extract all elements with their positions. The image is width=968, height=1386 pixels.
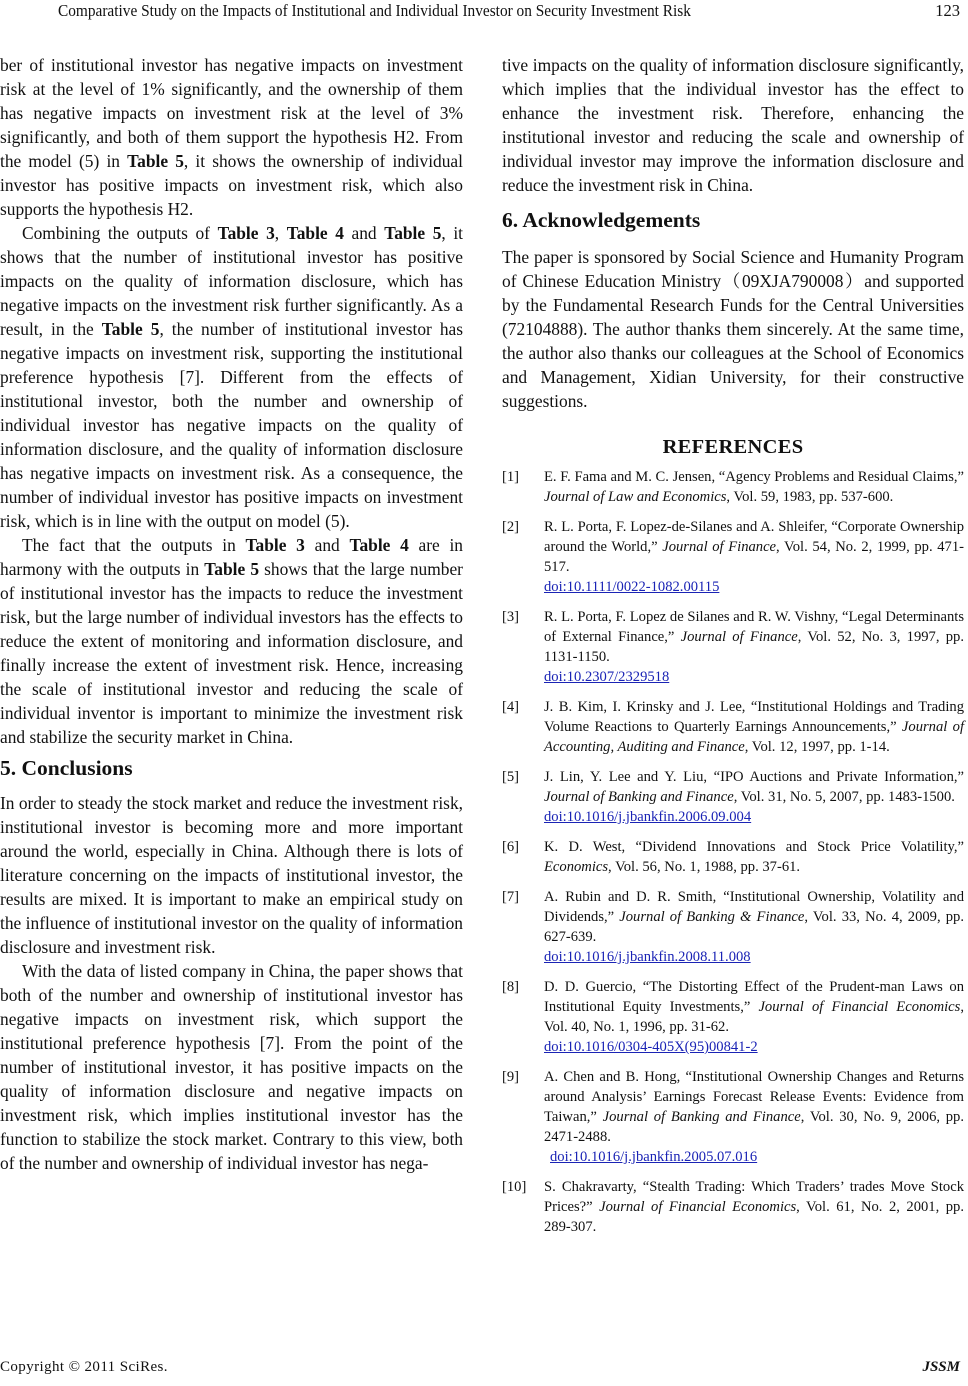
reference-journal: Journal of Finance [662,539,777,555]
reference-item [502,697,964,757]
table-reference: Table 5 [384,223,442,243]
reference-details: , Vol. 59, 1983, pp. 537-600. [726,489,894,505]
reference-journal: Journal of Banking & Finance [619,909,805,925]
paragraph: The paper is sponsored by Social Science and Humanity Program of Chinese Education Ministry（09XJA790008）and supported by the Fundamental Research Funds for the Central Universities (72104888). The author thanks them sincerely. At the same time, the author also thanks our colleagues at the School of Economics and Management, Xidian University, for their constructive suggestions. [502,247,964,411]
reference-details: , Vol. 33, No. 4, 2009, pp. 627-639. [544,909,964,945]
reference-journal: Journal of Law and Economics [544,489,727,505]
reference-details: , Vol. 61, No. 2, 2001, pp. 289-307. [544,1199,964,1235]
doi-link[interactable]: doi:10.1016/j.jbankfin.2008.11.008 [544,949,751,965]
paragraph: In order to steady the stock market and reduce the investment risk, institutional investor is becoming more and more important around the world, especially in China. Although there is lots of literature concerning on the impacts of institutional investor, the results are mixed. It is important to make an empirical study on the influence of institutional investor on the quality of information disclosure and investment risk. [0,793,463,957]
text: , [274,223,287,243]
running-header [0,0,968,26]
copyright-notice: Copyright © 2011 SciRes. [0,1359,168,1375]
reference-journal: Journal of Banking and Finance [544,789,734,805]
reference-details: , Vol. 40, No. 1, 1996, pp. 31-62. [544,999,964,1035]
reference-item [502,767,964,827]
reference-authors-title: S. Chakravarty, “Stealth Trading: Which Traders’ trades Move Stock Prices?” [544,1179,964,1215]
table-reference: Table 5 [204,559,260,579]
reference-journal: Journal of Finance [680,629,798,645]
paragraph [0,533,463,749]
section-heading-acknowledgements: 6. Acknowledgements [502,208,701,232]
reference-details: , Vol. 52, No. 3, 1997, pp. 1131-1150. [544,629,964,665]
text: , the number of institutional investor has negative impacts on investment risk, supporting the institutional preference hypothesis [7]. Different from the effects of institutional investor, both the number and ownership of individual investor has negative impacts on the quality of information disclosure, and the quality of information disclosure has negative impacts on investment risk. As a consequence, the number of individual investor has positive impacts on investment risk, which is in line with the output on model (5). [0,319,463,531]
reference-authors-title: E. F. Fama and M. C. Jensen, “Agency Problems and Residual Claims,” [544,469,964,485]
reference-journal: Economics [544,859,609,875]
reference-authors-title: R. L. Porta, F. Lopez-de-Silanes and A. Shleifer, “Corporate Ownership around the World,” [544,519,964,555]
journal-abbreviation: JSSM [922,1359,960,1375]
doi-link[interactable]: doi:10.1016/j.jbankfin.2005.07.016 [550,1149,758,1165]
text: are in harmony with the outputs in [0,535,464,579]
text: and [343,223,385,243]
text: , it shows that the number of institutional investor has positive impacts on the quality of information disclosure, which has negative impacts on the investment risk further significantly. As a result, in the [0,223,463,339]
reference-authors-title: K. D. West, “Dividend Innovations and Stock Price Volatility,” [544,839,964,855]
section-heading-conclusions: 5. Conclusions [0,756,133,780]
text: ber of institutional investor has negative impacts on investment risk at the level of 1% significantly, and the ownership of them has negative impacts on investment risk at the level of 3% significantly, and both of them support the hypothesis H2. From the model (5) in [0,55,463,171]
table-reference: Table 5 [127,151,184,171]
reference-list [502,467,964,1237]
doi-link[interactable]: doi:10.1016/j.jbankfin.2006.09.004 [544,809,752,825]
reference-authors-title: J. Lin, Y. Lee and Y. Liu, “IPO Auctions and Private Information,” [544,769,964,785]
references-heading: REFERENCES [662,436,804,458]
doi-link[interactable]: doi:10.1016/0304-405X(95)00841-2 [544,1039,758,1055]
paragraph [0,221,463,533]
reference-number: [3] [502,609,520,625]
left-column [0,53,463,1175]
paragraph [0,53,463,221]
reference-details: , Vol. 12, 1997, pp. 1-14. [744,739,890,755]
reference-number: [7] [502,889,520,905]
right-column [502,53,964,1247]
reference-item [502,1067,964,1167]
reference-item [502,887,964,967]
reference-authors-title: A. Rubin and D. R. Smith, “Institutional Ownership, Volatility and Dividends,” [544,889,964,925]
reference-journal: Journal of Financial Economics [758,999,961,1015]
reference-number: [1] [502,469,520,485]
reference-journal: Journal of Banking and Finance [602,1109,801,1125]
page-footer [0,1357,968,1379]
text: shows that the large number of institutional investor has the impacts to reduce the investment risk, but the large number of individual investors has the effects to reduce the extent of monitoring and information disclosure, and finally increase the extent of investment risk. Hence, increasing the scale of institutional investor and reducing the scale of individual inventor is important to minimize the investment risk and stabilize the security market in China. [0,559,463,747]
reference-item [502,517,964,597]
doi-link[interactable]: doi:10.2307/2329518 [544,669,670,685]
reference-number: [10] [502,1179,527,1195]
table-reference: Table 4 [349,535,409,555]
reference-details: , Vol. 56, No. 1, 1988, pp. 37-61. [608,859,801,875]
reference-details: , Vol. 31, No. 5, 2007, pp. 1483-1500. [733,789,955,805]
reference-number: [2] [502,519,520,535]
reference-number: [6] [502,839,520,855]
paragraph: tive impacts on the quality of information disclosure significantly, which implies that the individual investor has the effect to enhance the investment risk. Therefore, enhancing the institutional investor and reducing the scale and ownership of individual investor may improve the information disclosure and reduce the investment risk in China. [502,55,964,195]
text: Combining the outputs of [22,223,218,243]
reference-item [502,607,964,687]
running-title: Comparative Study on the Impacts of Institutional and Individual Investor on Security Investment Risk [58,1,691,20]
reference-item [502,977,964,1057]
table-reference: Table 5 [101,319,160,339]
text: and [304,535,350,555]
reference-item [502,467,964,507]
reference-authors-title: D. D. Guercio, “The Distorting Effect of the Prudent-man Laws on Institutional Equity Investments,” [544,979,964,1015]
reference-number: [8] [502,979,520,995]
paragraph: With the data of listed company in China, the paper shows that both of the number and ownership of institutional investor has negative impacts on investment risk, which support the institutional preference hypothesis [7]. From the point of the number of institutional investor, it has positive impacts on the quality of information disclosure and negative impacts on investment risk, which implies institutional investor has the function to stabilize the stock market. Contrary to this view, both of the number and ownership of individual investor has nega- [0,961,463,1173]
reference-journal: Journal of Accounting, Auditing and Finance [544,719,964,755]
reference-number: [4] [502,699,520,715]
page-number: 123 [935,1,960,20]
table-reference: Table 3 [245,535,305,555]
reference-item [502,1177,964,1237]
text: , it shows the ownership of individual investor has positive impacts on investment risk, which also supports the hypothesis H2. [0,151,463,219]
text: The fact that the outputs in [22,535,246,555]
reference-number: [9] [502,1069,520,1085]
table-reference: Table 3 [217,223,275,243]
doi-link[interactable]: doi:10.1111/0022-1082.00115 [544,579,720,595]
reference-details: , Vol. 30, No. 9, 2006, pp. 2471-2488. [544,1109,965,1145]
reference-authors-title: A. Chen and B. Hong, “Institutional Ownership Changes and Returns around Analysis’ Earnings Forecast Release Events: Evidence from Taiwan,” [544,1069,964,1125]
reference-number: [5] [502,769,520,785]
reference-authors-title: J. B. Kim, I. Krinsky and J. Lee, “Institutional Holdings and Trading Volume Reactions to Quarterly Earnings Announcements,” [544,699,964,735]
table-reference: Table 4 [286,223,344,243]
reference-details: , Vol. 54, No. 2, 1999, pp. 471-517. [544,539,964,575]
reference-journal: Journal of Financial Economics [599,1199,797,1215]
reference-authors-title: R. L. Porta, F. Lopez de Silanes and R. W. Vishny, “Legal Determinants of External Finance,” [544,609,964,645]
reference-item [502,837,964,877]
